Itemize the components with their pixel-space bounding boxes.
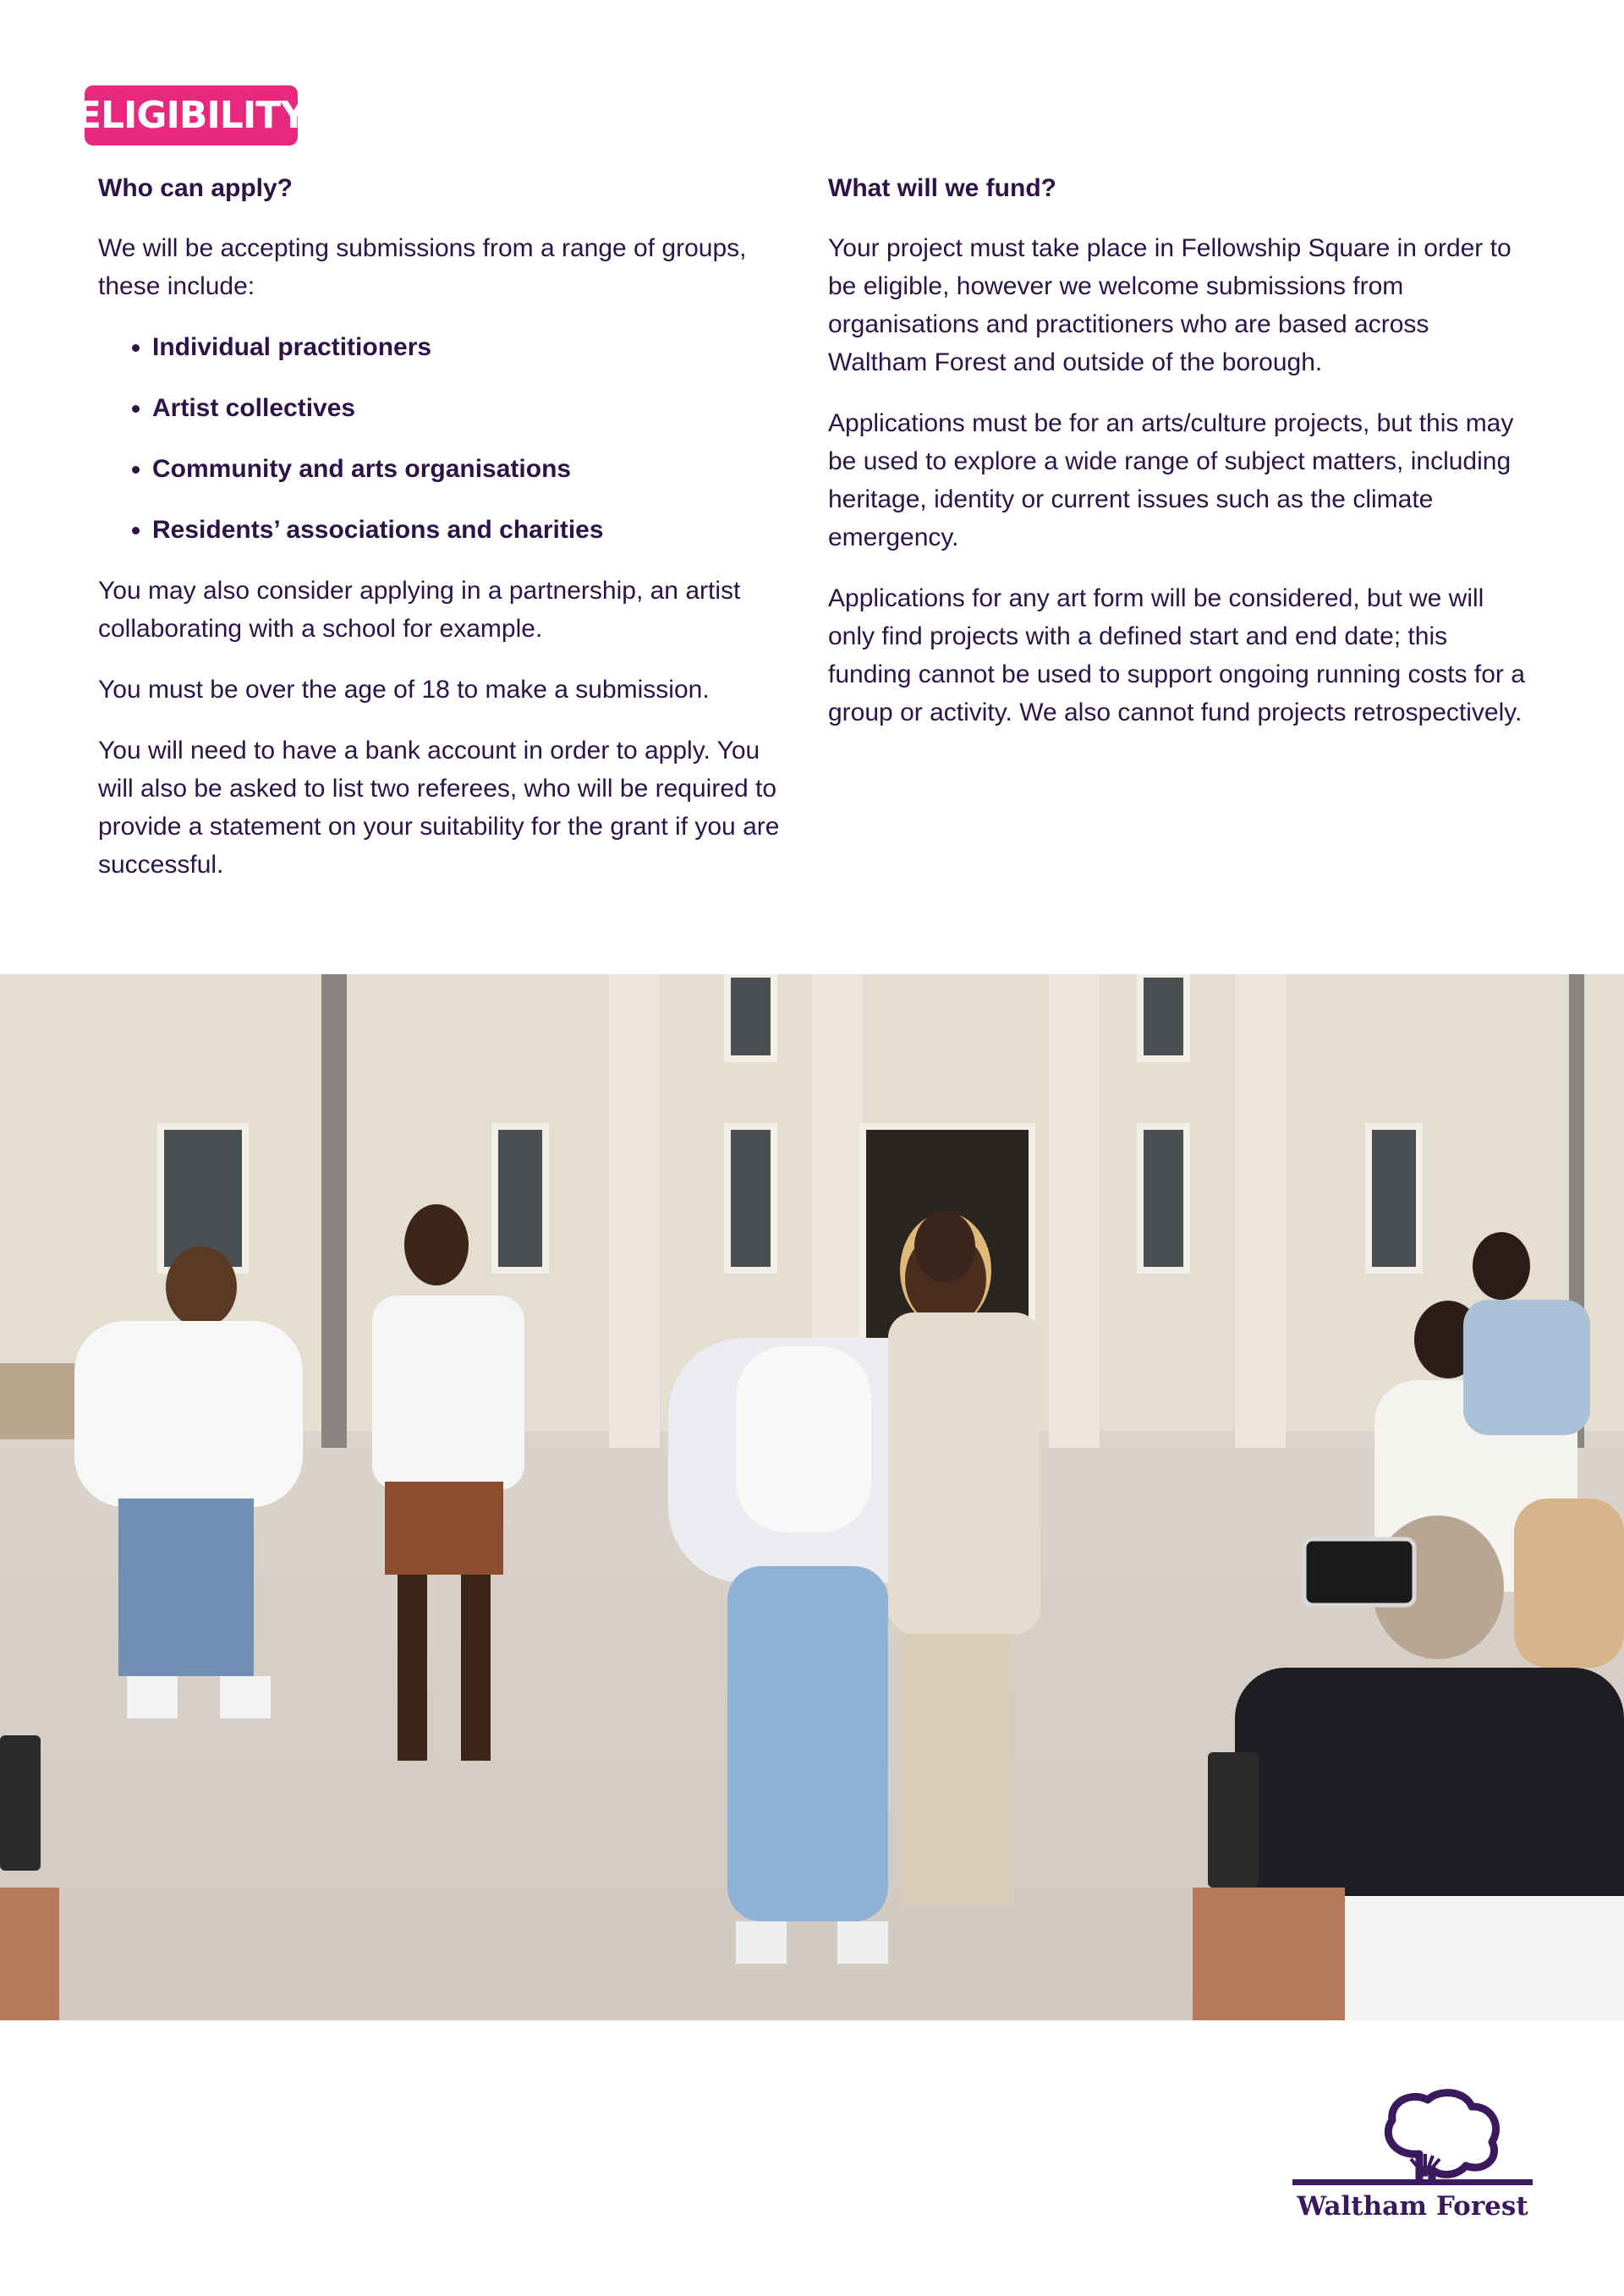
arts-culture-paragraph: Applications must be for an arts/culture projects, but this may be used to explore a wide range of subject matters, including heritage, identity or current issues such as the climate emergency.: [828, 409, 1514, 551]
list-item: Artist collectives: [98, 389, 800, 427]
bank-account-paragraph: You will need to have a bank account in order to apply. You will also be asked to list two referees, who will be required to provide a statement on your suitability for the grant if you are successful.: [98, 737, 780, 879]
age-paragraph: You must be over the age of 18 to make a submission.: [98, 676, 710, 704]
applicant-types-list: [98, 328, 800, 549]
who-can-apply-column: [98, 169, 800, 907]
logo-wordmark: Waltham Forest: [1297, 2191, 1528, 2222]
art-form-paragraph: Applications for any art form will be considered, but we will only find projects with a defined start and end date; this funding cannot be used to support ongoing running costs for a group or activity. We also cannot fund projects retrospectively.: [828, 584, 1525, 726]
list-item: Individual practitioners: [98, 328, 800, 366]
list-item: Community and arts organisations: [98, 450, 800, 488]
performance-photo: [0, 974, 1624, 2020]
list-item: Residents’ associations and charities: [98, 511, 800, 549]
who-can-apply-heading: Who can apply?: [98, 174, 294, 202]
location-paragraph: Your project must take place in Fellowship Square in order to be eligible, however we welcome submissions from organisations and practitioners who are based across Waltham Forest and outside of the borough.: [828, 234, 1512, 376]
what-will-we-fund-heading: What will we fund?: [828, 174, 1056, 202]
what-will-we-fund-column: [828, 169, 1530, 754]
who-can-apply-intro: We will be accepting submissions from a range of groups, these include:: [98, 234, 747, 300]
waltham-forest-logo: [1292, 2085, 1533, 2237]
section-badge: ELIGIBILITY: [85, 85, 298, 145]
partnership-paragraph: You may also consider applying in a partnership, an artist collaborating with a school for example.: [98, 577, 741, 643]
tree-logo-icon: [1292, 2085, 1533, 2195]
